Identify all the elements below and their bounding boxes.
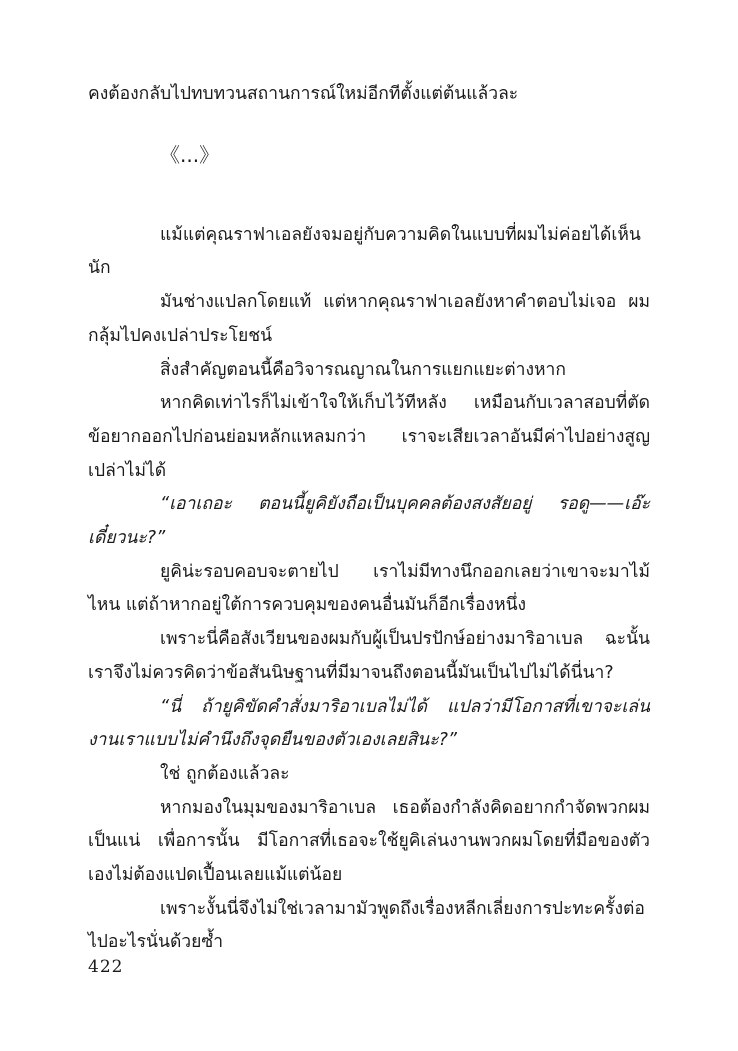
lead-line: คงต้องกลับไปทบทวนสถานการณ์ใหม่อีกทีตั้งแต่ต้นแล้วละ bbox=[88, 84, 519, 104]
dialogue-paragraph: “นี่ ถ้ายูคิขัดคำสั่งมาริอาเบลไม่ได้ แปลว่ามีโอกาสที่เขาจะเล่นงานเราแบบไม่คำนึงถึงจุดยืนของตัวเองเลยสินะ?” bbox=[88, 696, 650, 751]
body-paragraph: สิ่งสำคัญตอนนี้คือวิจารณญาณในการแยกแยะต่างหาก bbox=[160, 359, 566, 380]
dialogue-paragraph: “เอาเถอะ ตอนนี้ยูคิยังถือเป็นบุคคลต้องสงสัยอยู่ รอดู——เอ๊ะ เดี๋ยวนะ?” bbox=[88, 494, 650, 549]
spacer bbox=[88, 199, 650, 219]
body-paragraph: เพราะนี่คือสังเวียนของผมกับผู้เป็นปรปักษ์อย่างมาริอาเบล ฉะนั้นเราจึงไม่ควรคิดว่าข้อสันนิษฐานที่มีมาจนถึงตอนนี้มันเป็นไปไม่ได้นี่นา? bbox=[88, 629, 650, 683]
body-paragraph: เพราะงั้นนี่จึงไม่ใช่เวลามามัวพูดถึงเรื่องหลีกเลี่ยงการปะทะครั้งต่อไปอะไรนั่นด้วยซ้ำ bbox=[88, 898, 645, 953]
scene-separator: 《...》 bbox=[160, 142, 220, 167]
page-number: 422 bbox=[88, 957, 124, 977]
body-paragraph: หากมองในมุมของมาริอาเบล เธอต้องกำลังคิดอยากกำจัดพวกผมเป็นแน่ เพื่อการนั้น มีโอกาสที่เธอจะใช้ยูคิเล่นงานพวกผมโดยที่มือของตัวเองไม่ต้องแปดเปื้อนเลยแม้แต่น้อย bbox=[88, 797, 650, 886]
page-body bbox=[88, 78, 650, 960]
body-paragraph: หากคิดเท่าไรก็ไม่เข้าใจให้เก็บไว้ทีหลัง เหมือนกับเวลาสอบที่ตัดข้อยากออกไปก่อนย่อมหลักแหลมกว่า เราจะเสียเวลาอันมีค่าไปอย่างสูญเปล่าไม่ได้ bbox=[88, 393, 650, 481]
body-paragraph: ใช่ ถูกต้องแล้วละ bbox=[160, 763, 290, 784]
body-paragraph: มันช่างแปลกโดยแท้ แต่หากคุณราฟาเอลยังหาคำตอบไม่เจอ ผมกลุ้มไปคงเปล่าประโยชน์ bbox=[88, 292, 650, 346]
body-paragraph: ยูคิน่ะรอบคอบจะตายไป เราไม่มีทางนึกออกเลยว่าเขาจะมาไม้ไหน แต่ถ้าหากอยู่ใต้การควบคุมของคนอื่นมันก็อีกเรื่องหนึ่ง bbox=[88, 561, 650, 616]
body-paragraph: แม้แต่คุณราฟาเอลยังจมอยู่กับความคิดในแบบที่ผมไม่ค่อยได้เห็นนัก bbox=[88, 224, 641, 279]
paragraph-list bbox=[88, 219, 650, 960]
